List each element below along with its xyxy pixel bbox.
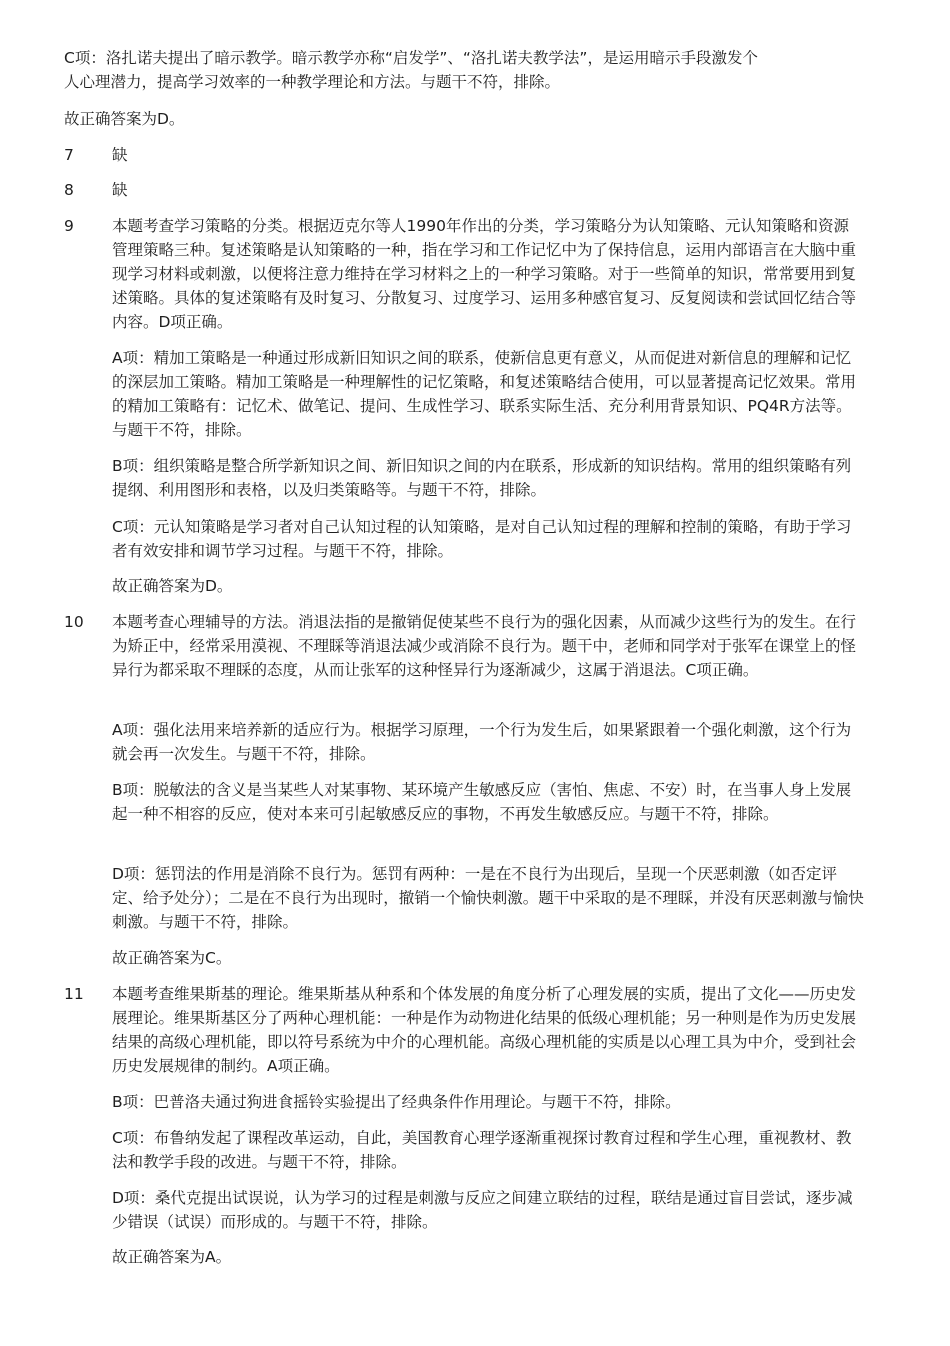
question-number: 7 <box>64 146 74 164</box>
option-explanation: A项：精加工策略是一种通过形成新旧知识之间的联系，使新信息更有意义，从而促进对新信息的理解和记忆的深层加工策略。精加工策略是一种理解性的记忆策略，和复述策略结合使用，可以显著提高记忆效果。常用的精加工策略有：记忆术、做笔记、提问、生成性学习、联系实际生活、充分利用背景知识、PQ4R方法等。与题干不符，排除。 <box>112 349 857 439</box>
previous-question-c-option <box>64 46 864 94</box>
answer-statement: 故正确答案为D。 <box>112 577 233 595</box>
answer-statement: 故正确答案为A。 <box>112 1248 232 1266</box>
question-explanation-intro: 本题考查心理辅导的方法。消退法指的是撤销促使某些不良行为的强化因素，从而减少这些行为的发生。在行为矫正中，经常采用漠视、不理睬等消退法减少或消除不良行为。题干中，老师和同学对于张军在课堂上的怪异行为都采取不理睬的态度，从而让张军的这种怪异行为逐渐减少，这属于消退法。C项正确。 <box>112 613 857 679</box>
option-explanation: A项：强化法用来培养新的适应行为。根据学习原理，一个行为发生后，如果紧跟着一个强化刺激，这个行为就会再一次发生。与题干不符，排除。 <box>112 721 852 763</box>
answer-statement: 故正确答案为C。 <box>112 949 232 967</box>
option-explanation: C项：布鲁纳发起了课程改革运动，自此，美国教育心理学逐渐重视探讨教育过程和学生心理，重视教材、教法和教学手段的改进。与题干不符，排除。 <box>112 1129 852 1171</box>
question-number: 9 <box>64 217 74 235</box>
question-explanation-intro: 本题考查维果斯基的理论。维果斯基从种系和个体发展的角度分析了心理发展的实质，提出了文化——历史发展理论。维果斯基区分了两种心理机能：一种是作为动物进化结果的低级心理机能；另一种则是作为历史发展结果的高级心理机能，即以符号系统为中介的心理机能。高级心理机能的实质是以心理工具为中介，受到社会历史发展规律的制约。A项正确。 <box>112 985 857 1075</box>
question-number: 11 <box>64 985 84 1003</box>
option-explanation: D项：桑代克提出试误说，认为学习的过程是刺激与反应之间建立联结的过程，联结是通过盲目尝试，逐步减少错误（试误）而形成的。与题干不符，排除。 <box>112 1189 853 1231</box>
previous-question-answer: 故正确答案为D。 <box>64 110 185 128</box>
option-explanation: C项：元认知策略是学习者对自己认知过程的认知策略，是对自己认知过程的理解和控制的策略，有助于学习者有效安排和调节学习过程。与题干不符，排除。 <box>112 518 852 560</box>
question-number: 10 <box>64 613 84 631</box>
option-explanation: B项：脱敏法的含义是当某些人对某事物、某环境产生敏感反应（害怕、焦虑、不安）时，在当事人身上发展起一种不相容的反应，使对本来可引起敏感反应的事物，不再发生敏感反应。与题干不符，排除。 <box>112 781 852 823</box>
option-explanation: D项：惩罚法的作用是消除不良行为。惩罚有两种：一是在不良行为出现后，呈现一个厌恶刺激（如否定评定、给予处分）；二是在不良行为出现时，撤销一个愉快刺激。题干中采取的是不理睬，并没有厌恶刺激与愉快刺激。与题干不符，排除。 <box>112 865 864 931</box>
c-option-line-1: C项：洛扎诺夫提出了暗示教学。暗示教学亦称“启发学”、“洛扎诺夫教学法”，是运用暗示手段激发个 <box>64 49 758 67</box>
question-explanation: 缺 <box>112 146 128 164</box>
question-number: 8 <box>64 181 74 199</box>
question-explanation: 缺 <box>112 181 128 199</box>
option-explanation: B项：组织策略是整合所学新知识之间、新旧知识之间的内在联系，形成新的知识结构。常用的组织策略有列提纲、利用图形和表格，以及归类策略等。与题干不符，排除。 <box>112 457 852 499</box>
c-option-line-2: 人心理潜力，提高学习效率的一种教学理论和方法。与题干不符，排除。 <box>64 73 561 91</box>
question-explanation-intro: 本题考查学习策略的分类。根据迈克尔等人1990年作出的分类，学习策略分为认知策略、元认知策略和资源管理策略三种。复述策略是认知策略的一种，指在学习和工作记忆中为了保持信息，运用内部语言在大脑中重现学习材料或刺激，以便将注意力维持在学习材料之上的一种学习策略。对于一些简单的知识，常常要用到复述策略。具体的复述策略有及时复习、分散复习、过度学习、运用多种感官复习、反复阅读和尝试回忆结合等内容。D项正确。 <box>112 217 857 331</box>
option-explanation: B项：巴普洛夫通过狗进食摇铃实验提出了经典条件作用理论。与题干不符，排除。 <box>112 1093 681 1111</box>
